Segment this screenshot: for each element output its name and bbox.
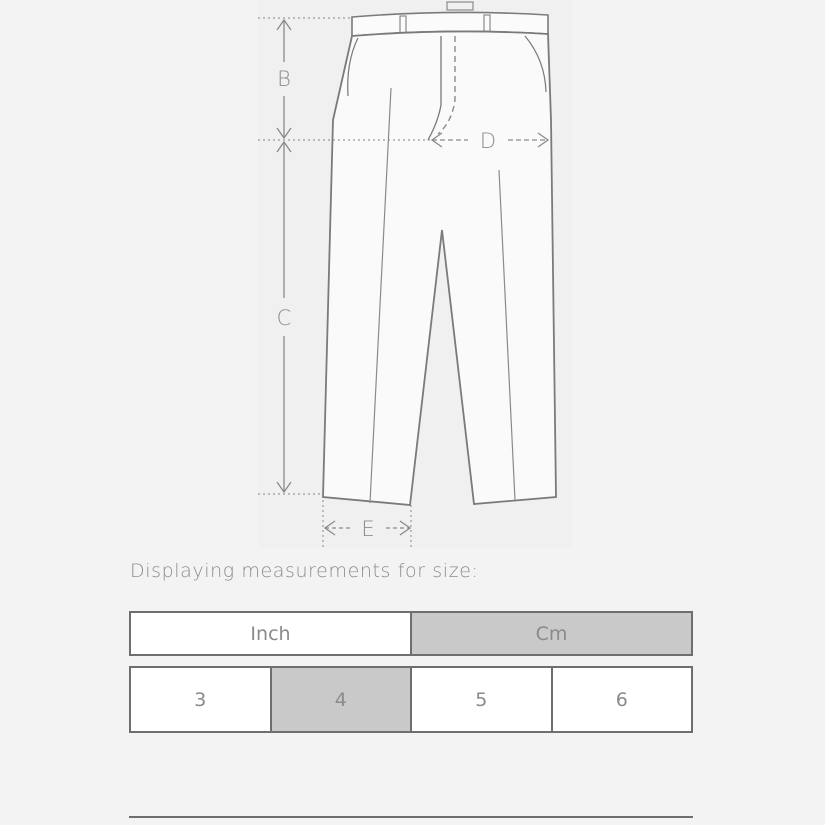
- dim-b-label: B: [277, 67, 291, 91]
- dim-d-label: D: [479, 129, 497, 153]
- size-button-4[interactable]: [270, 668, 411, 731]
- dim-e-label: E: [361, 517, 375, 541]
- size-button-3[interactable]: [131, 668, 270, 731]
- trouser-body: [323, 31, 556, 505]
- size-selector: [129, 666, 693, 733]
- size-button-label: 4: [334, 688, 347, 711]
- unit-button-label: Inch: [250, 622, 291, 645]
- size-button-6[interactable]: [551, 668, 692, 731]
- size-button-label: 3: [194, 688, 207, 711]
- size-tag: [447, 2, 473, 10]
- size-button-label: 5: [475, 688, 488, 711]
- size-button-5[interactable]: [410, 668, 551, 731]
- unit-toggle: [129, 611, 693, 656]
- divider: [129, 816, 693, 818]
- unit-button-label: Cm: [535, 622, 568, 645]
- dim-c-label: C: [276, 306, 292, 330]
- unit-button-cm[interactable]: [410, 613, 691, 654]
- size-button-label: 6: [615, 688, 628, 711]
- size-caption: Displaying measurements for size:: [130, 560, 479, 582]
- unit-button-inch[interactable]: [131, 613, 410, 654]
